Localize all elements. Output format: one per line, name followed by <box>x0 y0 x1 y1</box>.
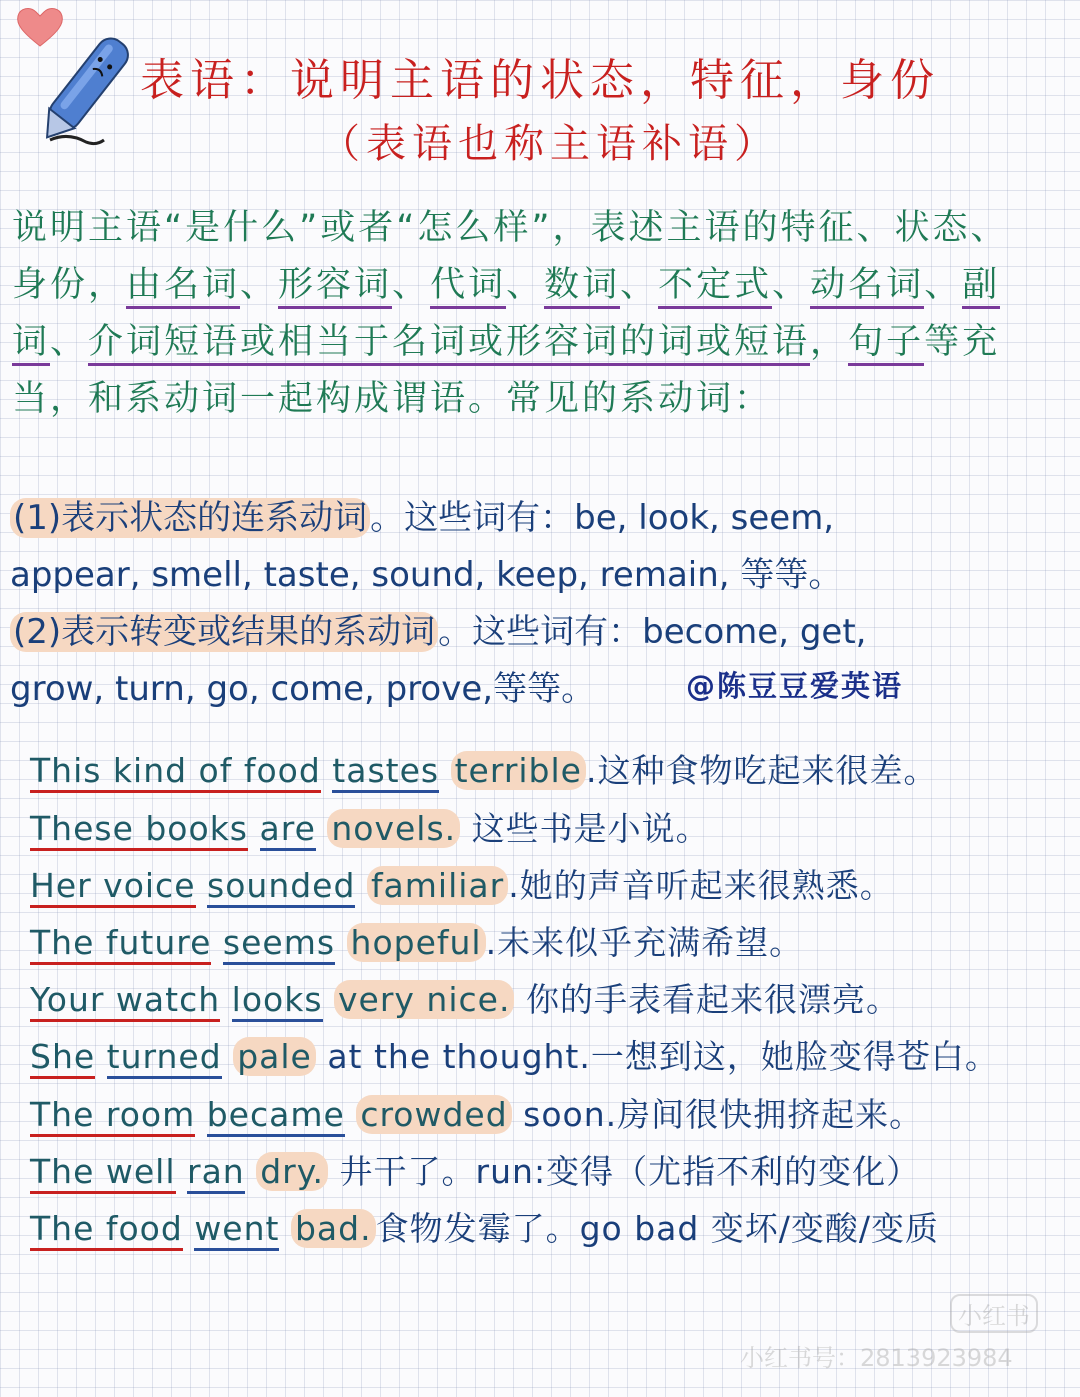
example-row <box>30 974 900 1021</box>
watermark-logo: 小红书 <box>950 1294 1038 1333</box>
separator: 、 <box>506 265 545 305</box>
category-1-label: (1)表示状态的连系动词 <box>10 498 370 538</box>
separator: 、 <box>50 322 89 362</box>
example-translation: .未来似乎充满希望。 <box>485 923 804 962</box>
term-pronoun: 代词 <box>430 265 506 309</box>
page-subtitle: （表语也称主语补语） <box>320 121 780 167</box>
term-clause: 句子 <box>848 322 924 366</box>
example-subject: The future <box>30 923 211 965</box>
term-adverb: 副词 <box>12 265 1000 366</box>
example-subject: The well <box>30 1152 176 1194</box>
example-translation: at the thought.一想到这，她脸变得苍白。 <box>315 1037 999 1076</box>
example-predicative: crowded <box>356 1095 511 1134</box>
intro-paragraph <box>12 200 1032 428</box>
category-1-text: 。这些词有：be, look, seem, <box>370 498 835 538</box>
example-row <box>30 917 803 964</box>
separator: 、 <box>240 265 279 305</box>
separator: 、 <box>924 265 963 305</box>
example-row <box>30 860 894 907</box>
example-predicative: familiar <box>367 866 508 905</box>
separator: ， <box>810 322 849 362</box>
example-row <box>30 745 937 792</box>
example-translation: 井干了。run:变得（尤指不利的变化） <box>328 1152 921 1191</box>
page-title: 表语：说明主语的状态，特征，身份 <box>140 55 940 106</box>
example-verb: became <box>207 1095 345 1137</box>
example-predicative: bad. <box>291 1209 376 1248</box>
separator: 、 <box>620 265 659 305</box>
term-adjective: 形容词 <box>278 265 392 309</box>
category-2-line-2: grow, turn, go, come, prove,等等。 <box>10 669 596 709</box>
term-numeral: 数词 <box>544 265 620 309</box>
watermark-id: 小红书号：2813923984 <box>740 1344 1013 1372</box>
example-subject: The room <box>30 1095 195 1137</box>
term-gerund: 动名词 <box>810 265 924 309</box>
example-row <box>30 803 710 850</box>
example-translation: 你的手表看起来很漂亮。 <box>514 980 900 1019</box>
example-subject: Your watch <box>30 980 220 1022</box>
example-verb: tastes <box>332 751 439 793</box>
example-verb: turned <box>107 1037 222 1079</box>
example-verb: ran <box>187 1152 245 1194</box>
example-translation: soon.房间很快拥挤起来。 <box>511 1095 924 1134</box>
example-predicative: pale <box>233 1037 316 1076</box>
example-translation: 食物发霉了。go bad 变坏/变酸/变质 <box>375 1209 940 1248</box>
example-verb: went <box>194 1209 279 1251</box>
intro-text: 说明主语“是什么”或者“怎么样”，表述主语的特征、状态、身份， <box>12 208 1009 305</box>
example-predicative: dry. <box>256 1152 328 1191</box>
author-credit: @陈豆豆爱英语 <box>686 669 904 703</box>
example-verb: looks <box>232 980 323 1022</box>
example-subject: Her voice <box>30 866 196 908</box>
category-2-label: (2)表示转变或结果的系动词 <box>10 612 438 652</box>
example-translation: .这种食物吃起来很差。 <box>585 751 938 790</box>
example-translation: .她的声音听起来很熟悉。 <box>508 866 894 905</box>
category-2-line-1 <box>10 604 866 661</box>
example-row <box>30 1031 999 1078</box>
term-infinitive: 不定式 <box>658 265 772 309</box>
example-verb: are <box>260 809 316 851</box>
example-subject: These books <box>30 809 248 851</box>
example-translation: 这些书是小说。 <box>460 809 710 848</box>
example-verb: sounded <box>207 866 355 908</box>
category-1-line-2: appear, smell, taste, sound, keep, remain, 等等。 <box>10 555 843 595</box>
example-predicative: novels. <box>327 809 460 848</box>
intro-text-end: 等充当，和系动词一起构成谓语。常见的系动词： <box>12 322 1001 419</box>
term-prepositional-phrase: 介词短语或相当于名词或形容词的词或短语 <box>88 322 810 366</box>
example-predicative: very nice. <box>334 980 514 1019</box>
example-subject: The food <box>30 1209 183 1251</box>
example-subject: This kind of food <box>30 751 321 793</box>
term-noun: 由名词 <box>126 265 240 309</box>
example-predicative: terrible <box>451 751 586 790</box>
example-predicative: hopeful <box>347 923 486 962</box>
example-verb: seems <box>223 923 335 965</box>
category-2-text: 。这些词有：become, get, <box>438 612 867 652</box>
example-row <box>30 1203 939 1250</box>
separator: 、 <box>392 265 431 305</box>
pen-icon <box>28 26 140 154</box>
example-row <box>30 1089 923 1136</box>
example-row <box>30 1146 920 1193</box>
category-1-line-1 <box>10 490 834 547</box>
separator: 、 <box>772 265 811 305</box>
example-subject: She <box>30 1037 95 1079</box>
